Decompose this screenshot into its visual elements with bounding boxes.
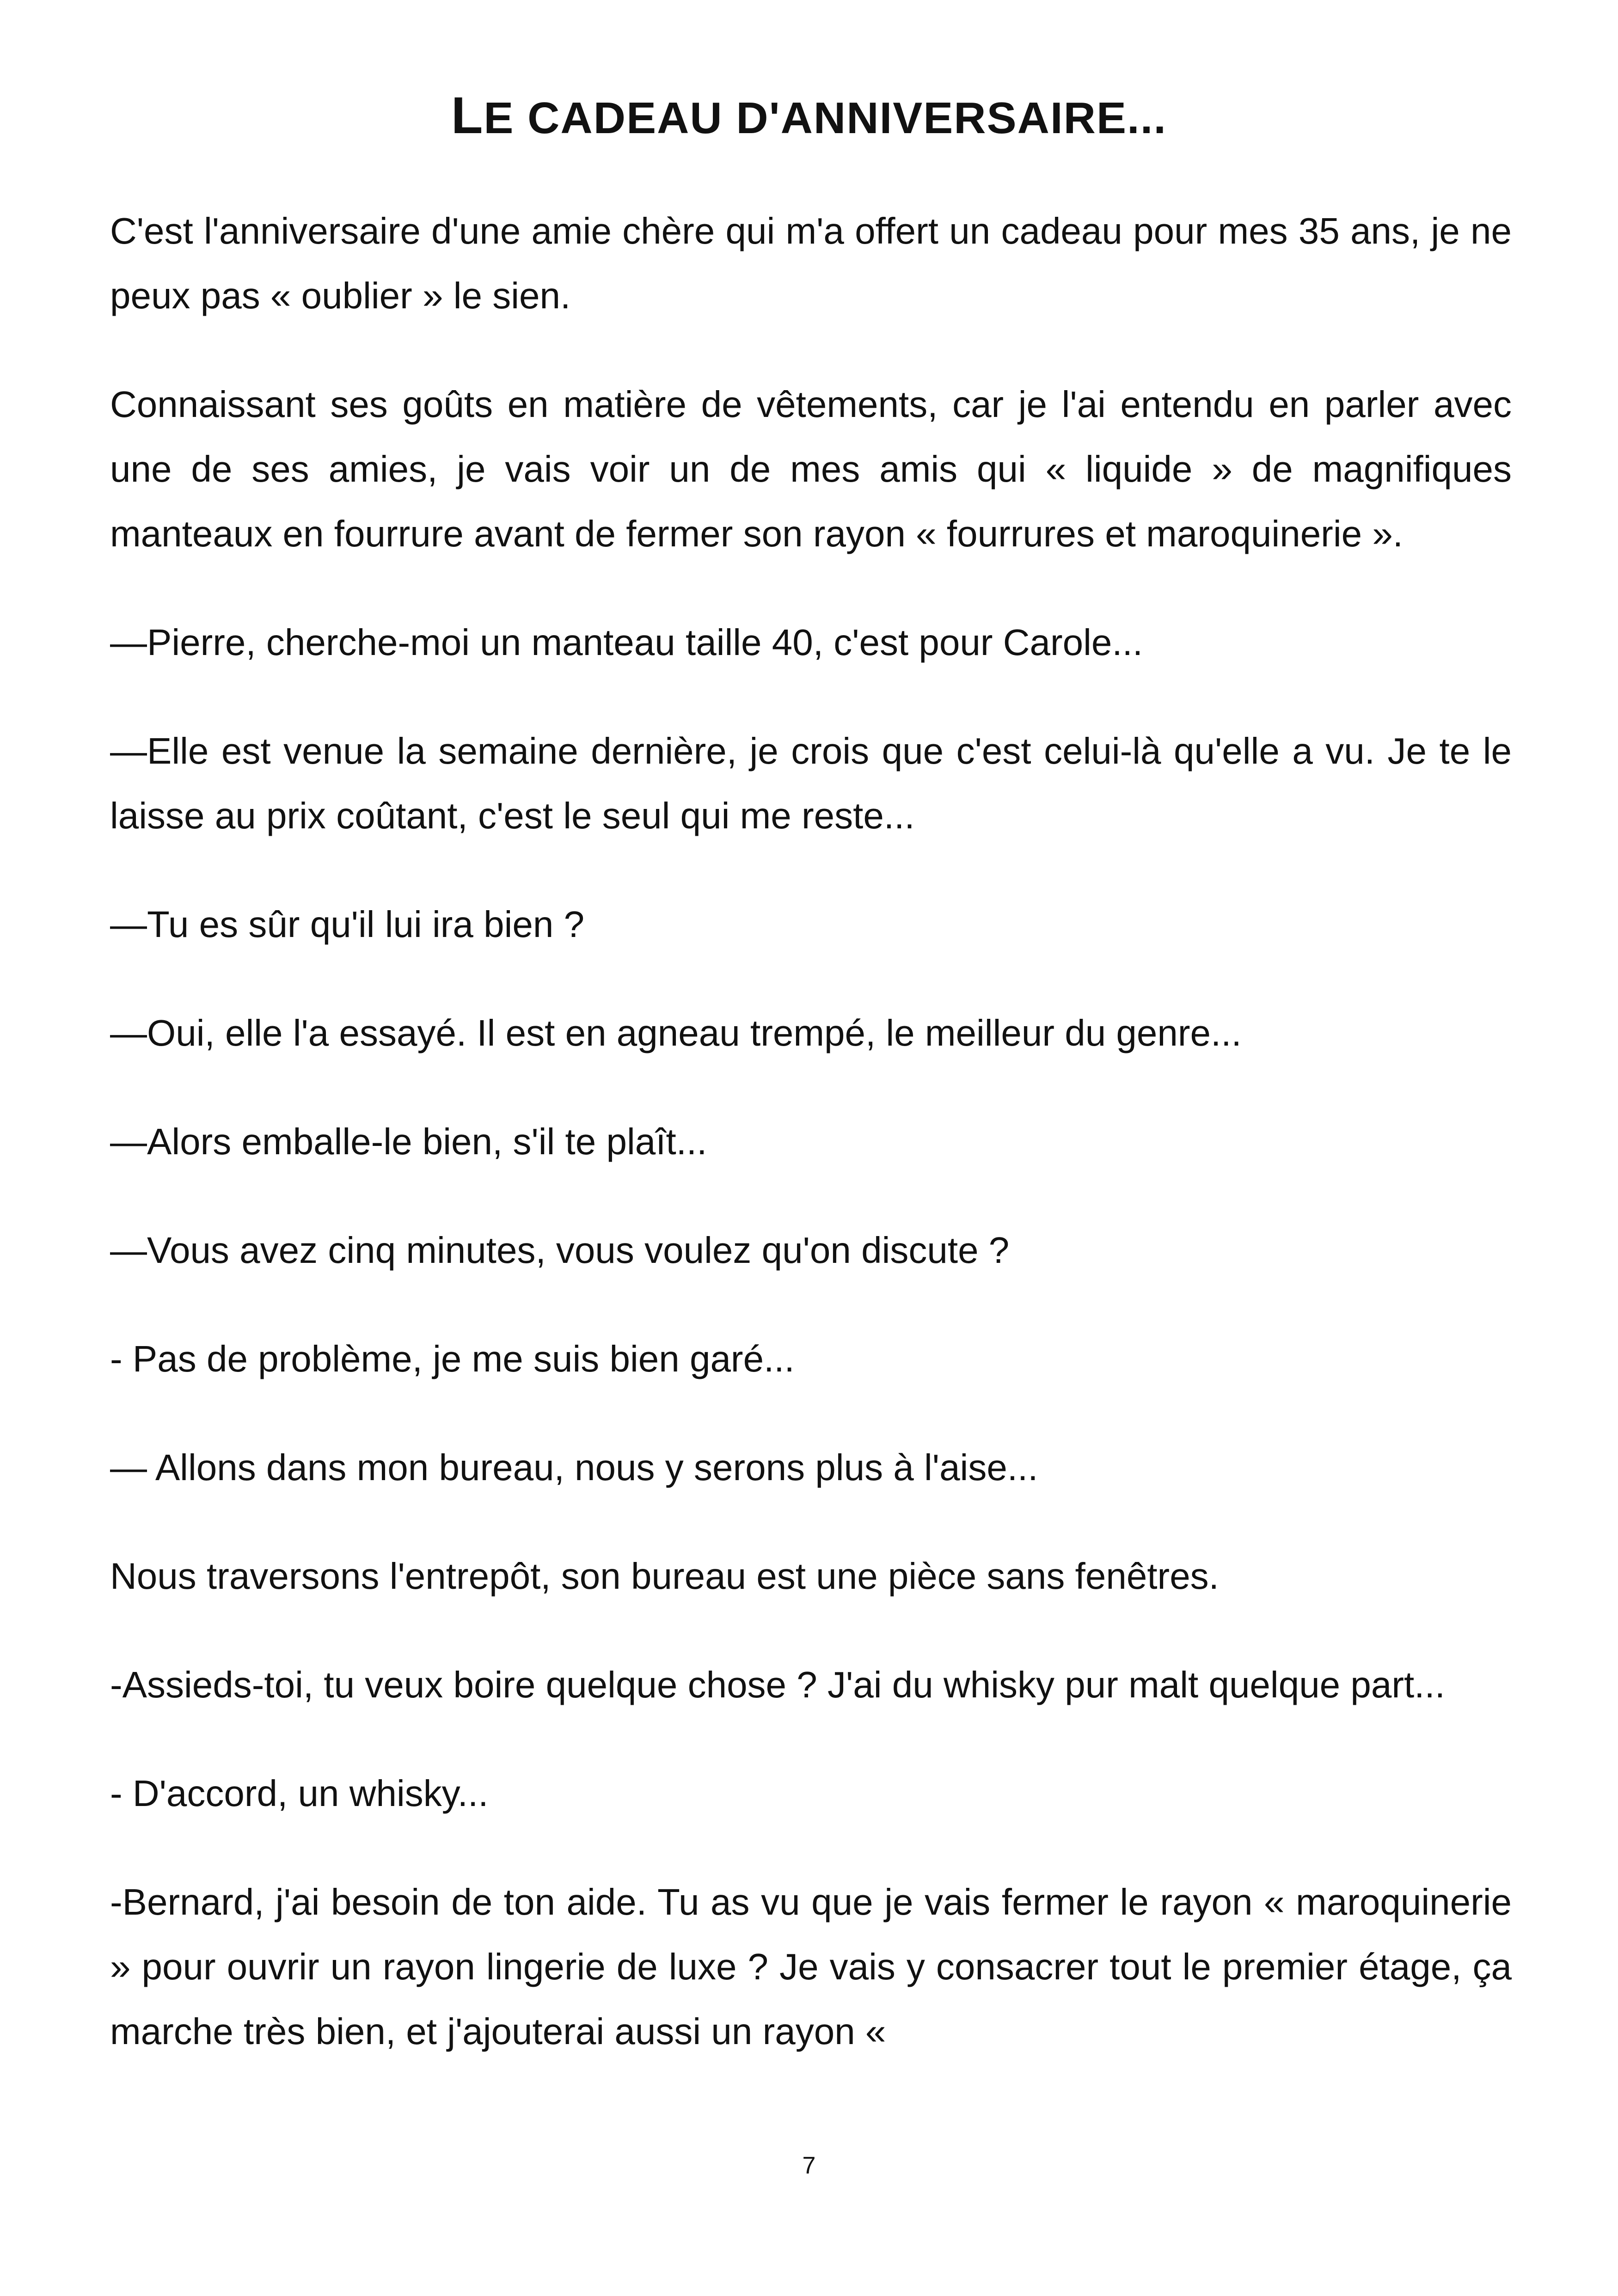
dialogue-line: —Vous avez cinq minutes, vous voulez qu'on discute ? (110, 1230, 1010, 1271)
dialogue-line: -Bernard, j'ai besoin de ton aide. Tu as vu que je vais fermer le rayon « maroquinerie » pour ouvrir un rayon lingerie de luxe ? Je vais y consacrer tout le premier étage, ça marche très bien, et j'ajouterai aussi un rayon « (110, 1881, 1512, 2052)
dialogue-line: —Pierre, cherche-moi un manteau taille 40, c'est pour Carole... (110, 622, 1143, 663)
body-text (110, 199, 1512, 2108)
dialogue-line: - D'accord, un whisky... (110, 1773, 489, 1814)
paragraph: C'est l'anniversaire d'une amie chère qui m'a offert un cadeau pour mes 35 ans, je ne peux pas « oublier » le sien. (110, 210, 1512, 316)
dialogue-line: —Elle est venue la semaine dernière, je crois que c'est celui-là qu'elle a vu. Je te le laisse au prix coûtant, c'est le seul qui me reste... (110, 730, 1512, 836)
chapter-title (0, 88, 1618, 146)
dialogue-line: — Allons dans mon bureau, nous y serons plus à l'aise... (110, 1447, 1038, 1488)
chapter-title-rest: E CADEAU D'ANNIVERSAIRE... (484, 93, 1167, 143)
paragraph: Nous traversons l'entrepôt, son bureau est une pièce sans fenêtres. (110, 1555, 1219, 1597)
dialogue-line: - Pas de problème, je me suis bien garé... (110, 1338, 795, 1379)
dialogue-line: —Alors emballe-le bien, s'il te plaît... (110, 1121, 707, 1162)
dialogue-line: —Oui, elle l'a essayé. Il est en agneau trempé, le meilleur du genre... (110, 1012, 1242, 1053)
page-number: 7 (802, 2152, 816, 2179)
paragraph: Connaissant ses goûts en matière de vêtements, car je l'ai entendu en parler avec une de ses amies, je vais voir un de mes amis qui « liquide » de magnifiques manteaux en fourrure avant de fermer son rayon « fourrures et maroquinerie ». (110, 384, 1512, 554)
dialogue-line: —Tu es sûr qu'il lui ira bien ? (110, 904, 585, 945)
chapter-title-initial: L (451, 86, 484, 144)
dialogue-line: -Assieds-toi, tu veux boire quelque chose ? J'ai du whisky pur malt quelque part... (110, 1664, 1445, 1705)
